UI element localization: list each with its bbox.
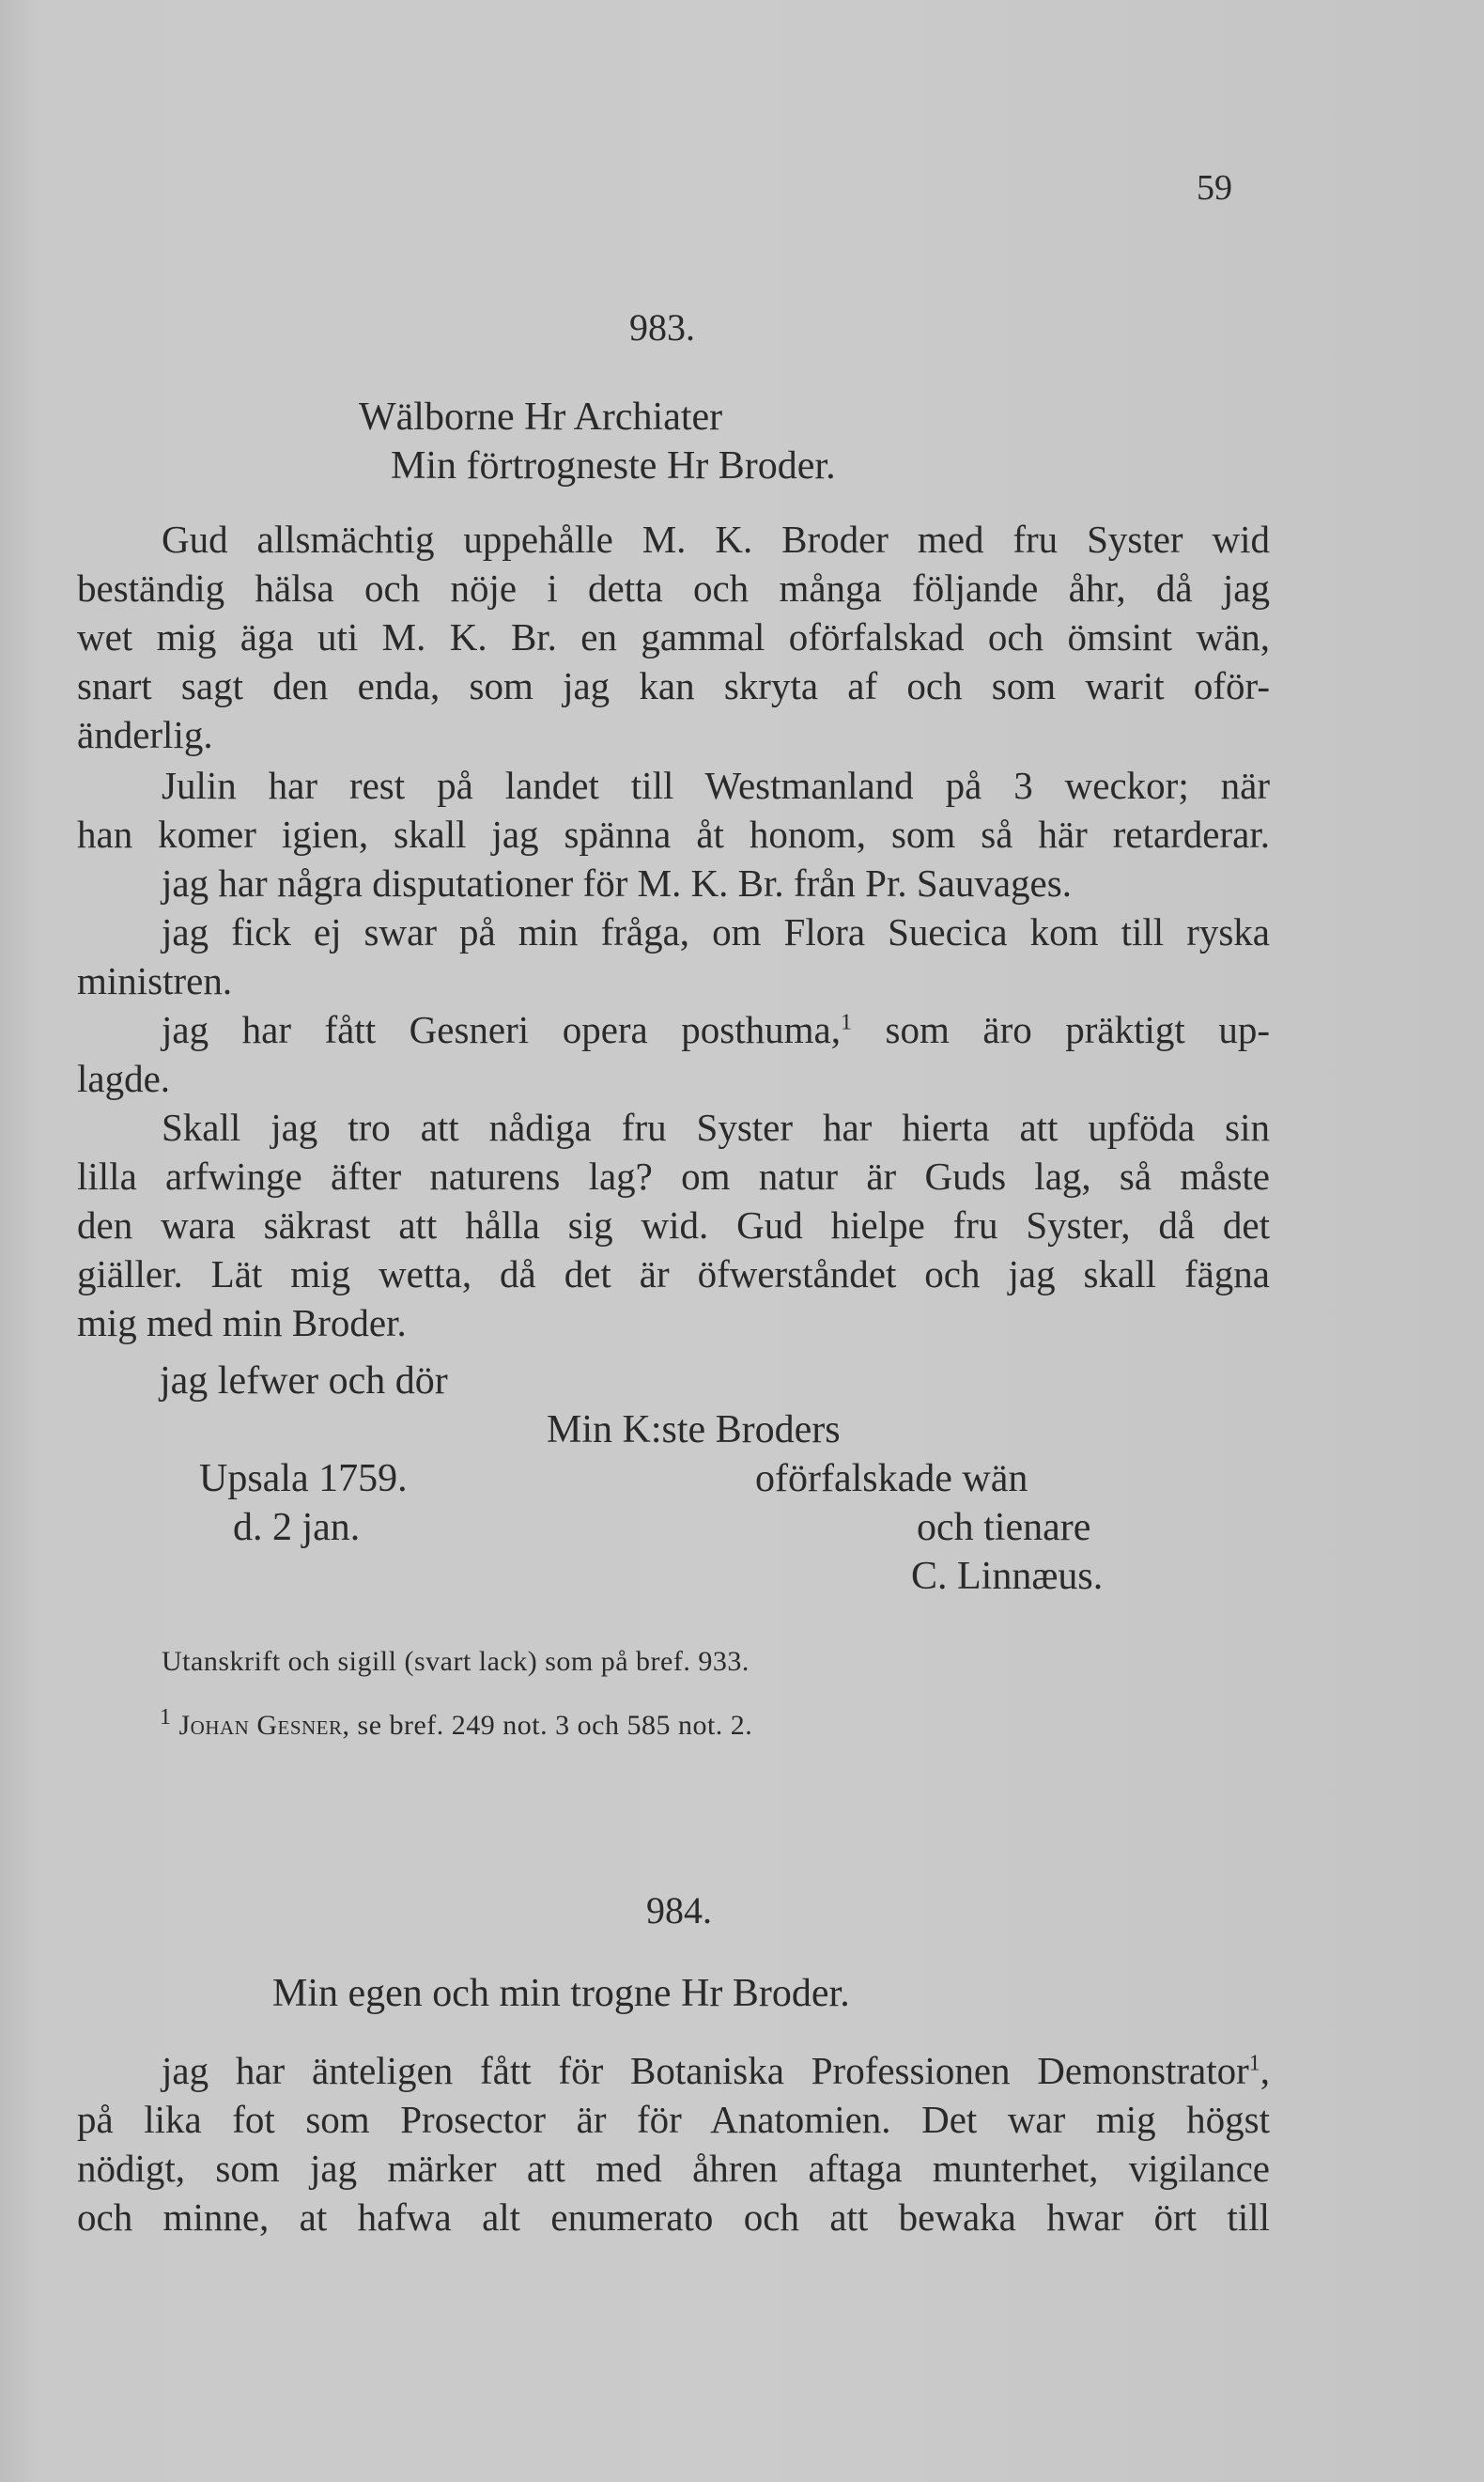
text-fragment: som äro präktigt up- — [851, 1008, 1270, 1051]
text-line — [77, 2046, 1270, 2095]
text-line: ministren. — [77, 959, 233, 1002]
text-line: lagde. — [77, 1057, 171, 1100]
paragraph-5 — [77, 1005, 1270, 1103]
text-line: jag fick ej swar på min fråga, om Flora Suecica kom till ryska — [162, 910, 1270, 954]
footnote-marker: 1 — [160, 1705, 172, 1730]
text-line: wet mig äga uti M. K. Br. en gammal oförfalskad och ömsint wän, — [77, 615, 1270, 659]
paragraph-4 — [77, 907, 1270, 1005]
text-line: Gud allsmächtig uppehålle M. K. Broder med fru Syster wid — [162, 518, 1270, 561]
salutation-line-1: Wälborne Hr Archiater — [359, 396, 723, 439]
text-fragment: , — [1260, 2049, 1270, 2092]
salutation-984: Min egen och min trogne Hr Broder. — [272, 1972, 850, 2015]
letter-number-983: 983. — [629, 306, 695, 349]
text-line: Julin har rest på landet till Westmanland på 3 weckor; när — [162, 764, 1270, 807]
text-line: och minne, at hafwa alt enumerato och att bewaka hwar ört till — [77, 2195, 1270, 2239]
footnote-ref: 1 — [840, 1010, 852, 1035]
text-line: änderlig. — [77, 713, 213, 756]
closing-line-2: Min K:ste Broders — [547, 1408, 841, 1451]
text-line: den wara säkrast att hålla sig wid. Gud hielpe fru Syster, då det — [77, 1203, 1270, 1247]
text-line: giäller. Lät mig wetta, då det är öfwerståndet och jag skall fägna — [77, 1252, 1270, 1295]
date-line: d. 2 jan. — [233, 1506, 361, 1549]
footnote-text: , se bref. 249 not. 3 och 585 not. 2. — [342, 1710, 753, 1741]
paragraph-6 — [77, 1103, 1270, 1347]
text-line: mig med min Broder. — [77, 1301, 407, 1344]
salutation-line-2: Min förtrogneste Hr Broder. — [391, 444, 836, 488]
text-line: beständig hälsa och nöje i detta och många följande åhr, då jag — [77, 566, 1270, 610]
text-fragment: jag har fått Gesneri opera posthuma, — [162, 1008, 841, 1051]
address-note: Utanskrift och sigill (svart lack) som på bref. 933. — [162, 1646, 750, 1677]
closing-line-4: och tienare — [917, 1506, 1091, 1549]
text-line: han komer igien, skall jag spänna åt honom, som så här retarderar. — [77, 813, 1270, 856]
closing-line-3: oförfalskade wän — [755, 1457, 1028, 1500]
text-line: nödigt, som jag märker att med åhren aftaga munterhet, vigilance — [77, 2147, 1270, 2190]
paragraph-3 — [77, 859, 1270, 907]
footnote-ref: 1 — [1248, 2051, 1260, 2076]
paragraph-984 — [77, 2046, 1270, 2242]
paragraph-2 — [77, 761, 1270, 859]
signature: C. Linnæus. — [911, 1555, 1104, 1598]
text-line — [77, 1005, 1270, 1054]
footnote — [160, 1705, 753, 1742]
text-line: jag har några disputationer för M. K. Br. från Pr. Sauvages. — [162, 861, 1072, 905]
text-line: på lika fot som Prosector är för Anatomien. Det war mig högst — [77, 2098, 1270, 2141]
text-fragment: jag har änteligen fått för Botaniska Professionen Demonstrator — [162, 2049, 1249, 2092]
place-line: Upsala 1759. — [199, 1457, 408, 1500]
text-line: Skall jag tro att nådiga fru Syster har hierta att upföda sin — [162, 1106, 1270, 1149]
footnote-name: Johan Gesner — [178, 1710, 343, 1741]
text-line: snart sagt den enda, som jag kan skryta af och som warit oför- — [77, 664, 1270, 707]
closing-line-1: jag lefwer och dör — [160, 1359, 448, 1403]
text-line: lilla arfwinge äfter naturens lag? om natur är Guds lag, så måste — [77, 1155, 1270, 1198]
letter-number-984: 984. — [646, 1889, 712, 1931]
paragraph-1 — [77, 515, 1270, 759]
page-number: 59 — [1197, 168, 1232, 208]
